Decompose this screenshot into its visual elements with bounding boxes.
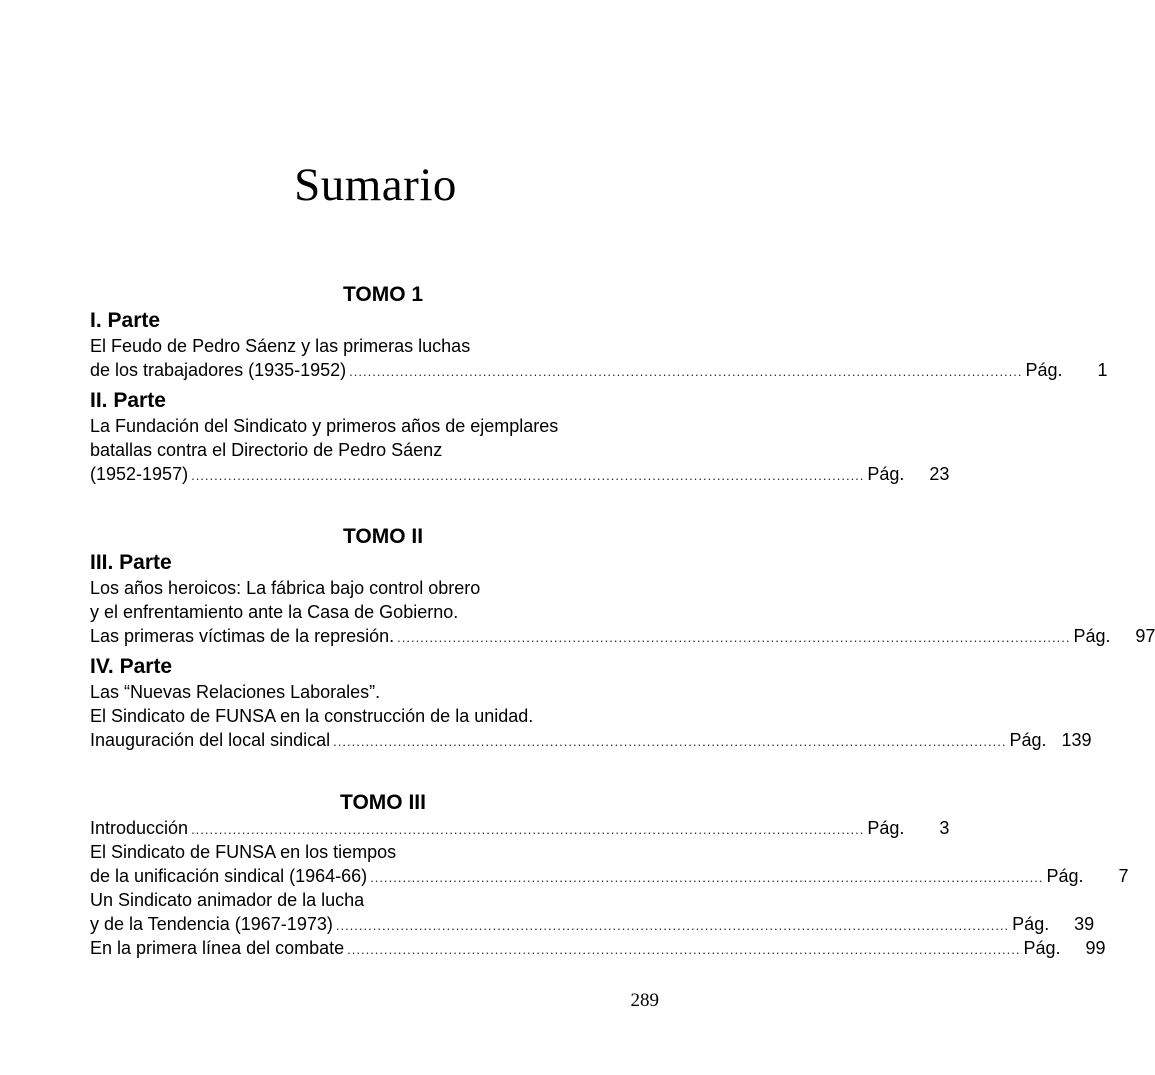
page-label: Pág. [867,818,905,838]
entry-page-number: 139 [1061,730,1092,750]
tomo-heading: TOMO II [342,525,424,548]
page-title: Sumario [294,159,457,211]
entry-line: El Sindicato de FUNSA en la construcción de la unidad. [90,706,534,726]
entry-title: En la primera línea del combate [90,938,345,958]
page-label: Pág. [1073,626,1111,646]
page-label: Pág. [1023,938,1061,958]
toc-entry [90,936,1106,960]
entry-title: (1952-1957) [90,464,189,484]
entry-line: batallas contra el Directorio de Pedro Sáenz [90,440,443,460]
parte-heading: I. Parte [90,309,161,332]
dot-leader: .................................................................................................................................................. [397,630,1071,645]
entry-line: El Sindicato de FUNSA en los tiempos [90,842,397,862]
tomo-heading: TOMO III [340,791,426,814]
entry-title: Introducción [90,818,189,838]
entry-page-number: 97 [1135,626,1155,646]
entry-line: El Feudo de Pedro Sáenz y las primeras luchas [90,336,471,356]
dot-leader: .................................................................................................................................................. [333,734,1007,749]
dot-leader: .................................................................................................................................................. [349,364,1023,379]
entry-page-number: 1 [1097,360,1108,380]
entry-line: Las “Nuevas Relaciones Laborales”. [90,682,381,702]
page-label: Pág. [1009,730,1047,750]
toc-entry [90,624,1155,648]
page-label: Pág. [1025,360,1063,380]
dot-leader: .................................................................................................................................................. [191,822,865,837]
tomo-heading: TOMO 1 [342,283,424,306]
entry-page-number: 3 [939,818,950,838]
page-label: Pág. [867,464,905,484]
parte-heading: III. Parte [90,551,172,574]
entry-page-number: 7 [1118,866,1129,886]
dot-leader: .................................................................................................................................................. [370,870,1044,885]
entry-title: Las primeras víctimas de la represión. [90,626,395,646]
entry-page-number: 39 [1074,914,1095,934]
page-label: Pág. [1012,914,1050,934]
toc-entry [90,912,1095,936]
toc-entry [90,462,950,486]
entry-page-number: 99 [1085,938,1106,958]
entry-line: Los años heroicos: La fábrica bajo control obrero [90,578,481,598]
toc-entry [90,864,1129,888]
entry-page-number: 23 [929,464,950,484]
table-of-contents [90,282,1155,960]
dot-leader: .................................................................................................................................................. [335,918,1010,933]
entry-title: y de la Tendencia (1967-1973) [90,914,333,934]
parte-heading: IV. Parte [90,655,173,678]
entry-title: de los trabajadores (1935-1952) [90,360,347,380]
dot-leader: .................................................................................................................................................. [347,942,1021,957]
entry-line: Un Sindicato animador de la lucha [90,890,365,910]
parte-heading: II. Parte [90,389,166,412]
entry-line: La Fundación del Sindicato y primeros años de ejemplares [90,416,559,436]
page-label: Pág. [1046,866,1084,886]
page-number: 289 [630,990,659,1011]
entry-title: Inauguración del local sindical [90,730,331,750]
toc-entry [90,728,1092,752]
toc-entry [90,816,950,840]
entry-title: de la unificación sindical (1964-66) [90,866,368,886]
entry-line: y el enfrentamiento ante la Casa de Gobierno. [90,602,459,622]
toc-entry [90,358,1108,382]
dot-leader: .................................................................................................................................................. [191,468,865,483]
